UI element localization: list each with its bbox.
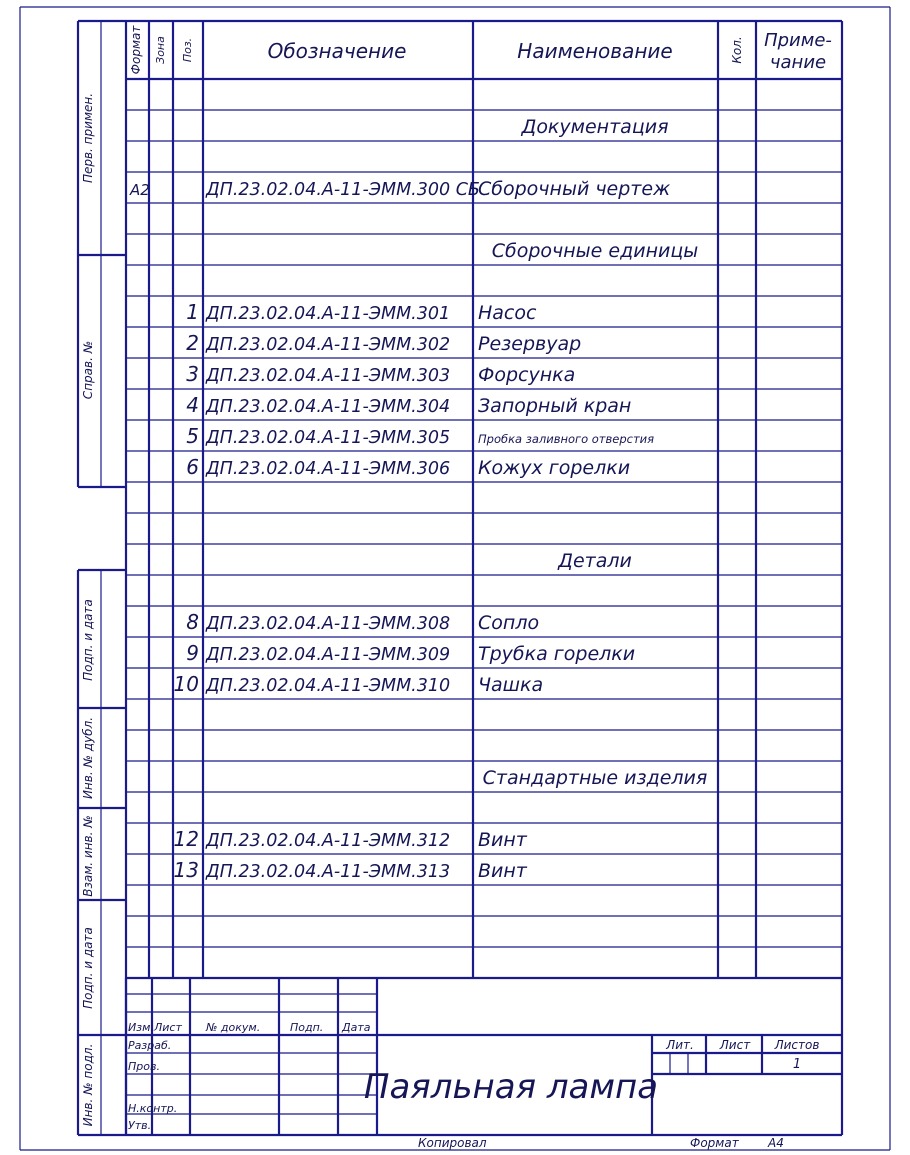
cell-poz: 3 — [186, 362, 199, 386]
footer-format-label: Формат — [690, 1136, 739, 1150]
stamp-vzam-inv-no: Взам. инв. № — [81, 815, 95, 897]
tb-no-dokum: № докум. — [206, 1021, 261, 1034]
tb-list-label: Лист — [719, 1038, 751, 1052]
header-primechanie-1: Приме- — [764, 30, 832, 51]
header-format: Формат — [129, 25, 143, 75]
cell-oboznachenie: ДП.23.02.04.А-11-ЭММ.301 — [206, 304, 451, 324]
tb-izm: Изм. — [128, 1021, 154, 1034]
header-primechanie-2: чание — [769, 52, 827, 73]
tb-data: Дата — [342, 1021, 371, 1034]
cell-format: A2 — [130, 181, 150, 199]
tb-prov: Пров. — [128, 1060, 160, 1073]
stamp-sprav-no: Справ. № — [81, 340, 95, 400]
footer-format-value: А4 — [768, 1136, 784, 1150]
cell-naimenovanie: Пробка заливного отверстия — [478, 432, 655, 446]
document-title: Паяльная лампа — [363, 1067, 659, 1107]
cell-oboznachenie: ДП.23.02.04.А-11-ЭММ.302 — [206, 335, 451, 355]
tb-n-kontr: Н.контр. — [128, 1102, 178, 1115]
cell-poz: 8 — [186, 610, 199, 634]
cell-oboznachenie: ДП.23.02.04.А-11-ЭММ.308 — [206, 614, 451, 634]
cell-naimenovanie: Чашка — [478, 674, 544, 696]
cell-oboznachenie: ДП.23.02.04.А-11-ЭММ.310 — [206, 676, 451, 696]
cell-naimenovanie: Сопло — [478, 612, 540, 634]
stamp-inv-no-dubl: Инв. № дубл. — [81, 716, 95, 800]
header-naimenovanie: Наименование — [517, 39, 673, 63]
stamp-inv-no-podl: Инв. № подл. — [81, 1043, 95, 1127]
section-heading: Сборочные единицы — [491, 240, 699, 262]
cell-poz: 6 — [186, 455, 199, 479]
cell-naimenovanie: Трубка горелки — [478, 643, 636, 665]
cell-poz: 9 — [186, 641, 199, 665]
cell-oboznachenie: ДП.23.02.04.А-11-ЭММ.312 — [206, 831, 451, 851]
tb-utv: Утв. — [128, 1119, 152, 1132]
header-zona: Зона — [154, 36, 167, 64]
footer-kopiroval: Копировал — [418, 1136, 487, 1150]
cell-naimenovanie: Запорный кран — [478, 395, 632, 417]
header-oboznachenie: Обозначение — [267, 39, 407, 63]
stamp-podp-i-data-2: Подп. и дата — [81, 927, 95, 1009]
cell-poz: 10 — [173, 672, 199, 696]
cell-naimenovanie: Винт — [478, 860, 527, 882]
section-heading: Детали — [558, 550, 632, 572]
cell-naimenovanie: Винт — [478, 829, 527, 851]
cell-naimenovanie: Кожух горелки — [478, 457, 631, 479]
tb-razrab: Разраб. — [128, 1039, 172, 1052]
cell-poz: 5 — [186, 424, 199, 448]
cell-oboznachenie: ДП.23.02.04.А-11-ЭММ.304 — [206, 397, 451, 417]
tb-listov: Листов — [774, 1038, 820, 1052]
stamp-perv-primen: Перв. примен. — [81, 92, 95, 184]
cell-poz: 4 — [186, 393, 199, 417]
cell-oboznachenie: ДП.23.02.04.А-11-ЭММ.309 — [206, 645, 451, 665]
cell-poz: 12 — [173, 827, 199, 851]
header-poz: Поз. — [181, 37, 194, 63]
cell-poz: 1 — [186, 300, 199, 324]
cell-oboznachenie: ДП.23.02.04.А-11-ЭММ.300 СБ — [206, 180, 480, 200]
cell-oboznachenie: ДП.23.02.04.А-11-ЭММ.303 — [206, 366, 451, 386]
cell-oboznachenie: ДП.23.02.04.А-11-ЭММ.305 — [206, 428, 451, 448]
tb-listov-value: 1 — [792, 1057, 802, 1072]
cell-naimenovanie: Насос — [478, 302, 537, 324]
stamp-podp-i-data-1: Подп. и дата — [81, 599, 95, 681]
header-kol: Кол. — [730, 36, 744, 64]
tb-list: Лист — [154, 1021, 182, 1034]
tb-lit: Лит. — [666, 1038, 694, 1052]
section-heading: Стандартные изделия — [482, 767, 708, 789]
cell-oboznachenie: ДП.23.02.04.А-11-ЭММ.313 — [206, 862, 451, 882]
cell-oboznachenie: ДП.23.02.04.А-11-ЭММ.306 — [206, 459, 451, 479]
cell-poz: 2 — [186, 331, 199, 355]
tb-podp: Подп. — [290, 1021, 324, 1034]
cell-naimenovanie: Форсунка — [478, 364, 576, 386]
cell-naimenovanie: Резервуар — [478, 333, 582, 355]
cell-naimenovanie: Сборочный чертеж — [478, 178, 671, 200]
cell-poz: 13 — [173, 858, 199, 882]
section-heading: Документация — [521, 116, 669, 138]
